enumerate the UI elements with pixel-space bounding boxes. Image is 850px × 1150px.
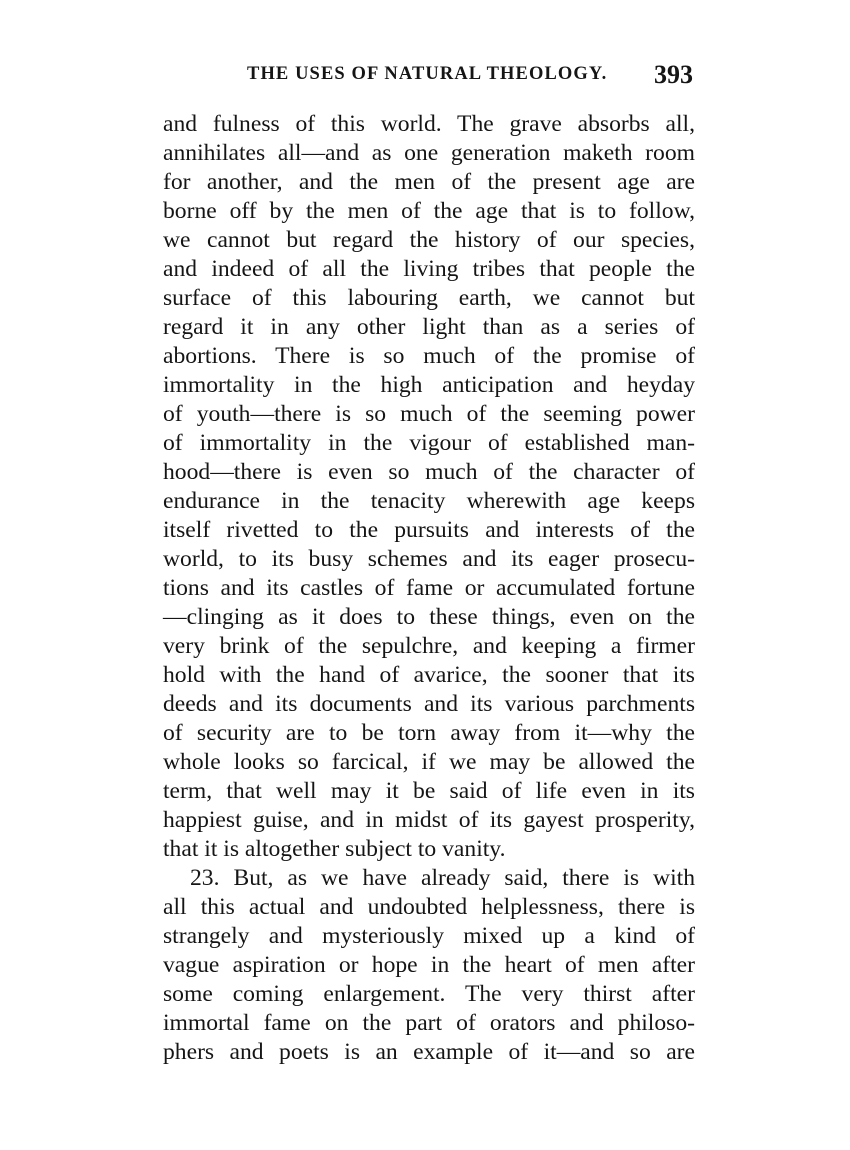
- paragraph-start-line: 23. But, as we have already said, there is with: [190, 865, 695, 891]
- text-line: for another, and the men of the present age are: [163, 169, 695, 195]
- text-line: world, to its busy schemes and its eager prosecu-: [163, 546, 695, 572]
- text-line: whole looks so farcical, if we may be allowed the: [163, 749, 695, 775]
- text-line: and fulness of this world. The grave absorbs all,: [163, 111, 695, 137]
- text-line: immortality in the high anticipation and heyday: [163, 372, 695, 398]
- page-number: 393: [654, 60, 693, 89]
- text-line: —clinging as it does to these things, even on the: [163, 604, 695, 630]
- text-line: and indeed of all the living tribes that people the: [163, 256, 695, 282]
- text-line: happiest guise, and in midst of its gayest prosperity,: [163, 807, 695, 833]
- running-title: THE USES OF NATURAL THEOLOGY.: [247, 64, 608, 84]
- text-line: some coming enlargement. The very thirst after: [163, 981, 695, 1007]
- text-line: itself rivetted to the pursuits and interests of the: [163, 517, 695, 543]
- text-line: endurance in the tenacity wherewith age keeps: [163, 488, 695, 514]
- text-line: very brink of the sepulchre, and keeping a firmer: [163, 633, 695, 659]
- text-line: abortions. There is so much of the promise of: [163, 343, 695, 369]
- text-line: strangely and mysteriously mixed up a kind of: [163, 923, 695, 949]
- text-line: deeds and its documents and its various parchments: [163, 691, 695, 717]
- text-line: tions and its castles of fame or accumulated fortune: [163, 575, 695, 601]
- text-line: annihilates all—and as one generation maketh room: [163, 140, 695, 166]
- text-line: hold with the hand of avarice, the sooner that its: [163, 662, 695, 688]
- text-line: hood—there is even so much of the character of: [163, 459, 695, 485]
- text-line: we cannot but regard the history of our species,: [163, 227, 695, 253]
- text-line: immortal fame on the part of orators and philoso-: [163, 1010, 695, 1036]
- text-line: surface of this labouring earth, we cannot but: [163, 285, 695, 311]
- text-line: vague aspiration or hope in the heart of men after: [163, 952, 695, 978]
- body-text: [163, 110, 695, 1067]
- text-line: all this actual and undoubted helplessness, there is: [163, 894, 695, 920]
- paragraph-end-line: that it is altogether subject to vanity.: [163, 836, 506, 862]
- running-header: [163, 62, 693, 92]
- text-line: borne off by the men of the age that is to follow,: [163, 198, 695, 224]
- text-line: of immortality in the vigour of established man-: [163, 430, 695, 456]
- text-line: term, that well may it be said of life even in its: [163, 778, 695, 804]
- text-line: phers and poets is an example of it—and so are: [163, 1039, 695, 1065]
- text-line: of youth—there is so much of the seeming power: [163, 401, 695, 427]
- text-line: of security are to be torn away from it—why the: [163, 720, 695, 746]
- text-line: regard it in any other light than as a series of: [163, 314, 695, 340]
